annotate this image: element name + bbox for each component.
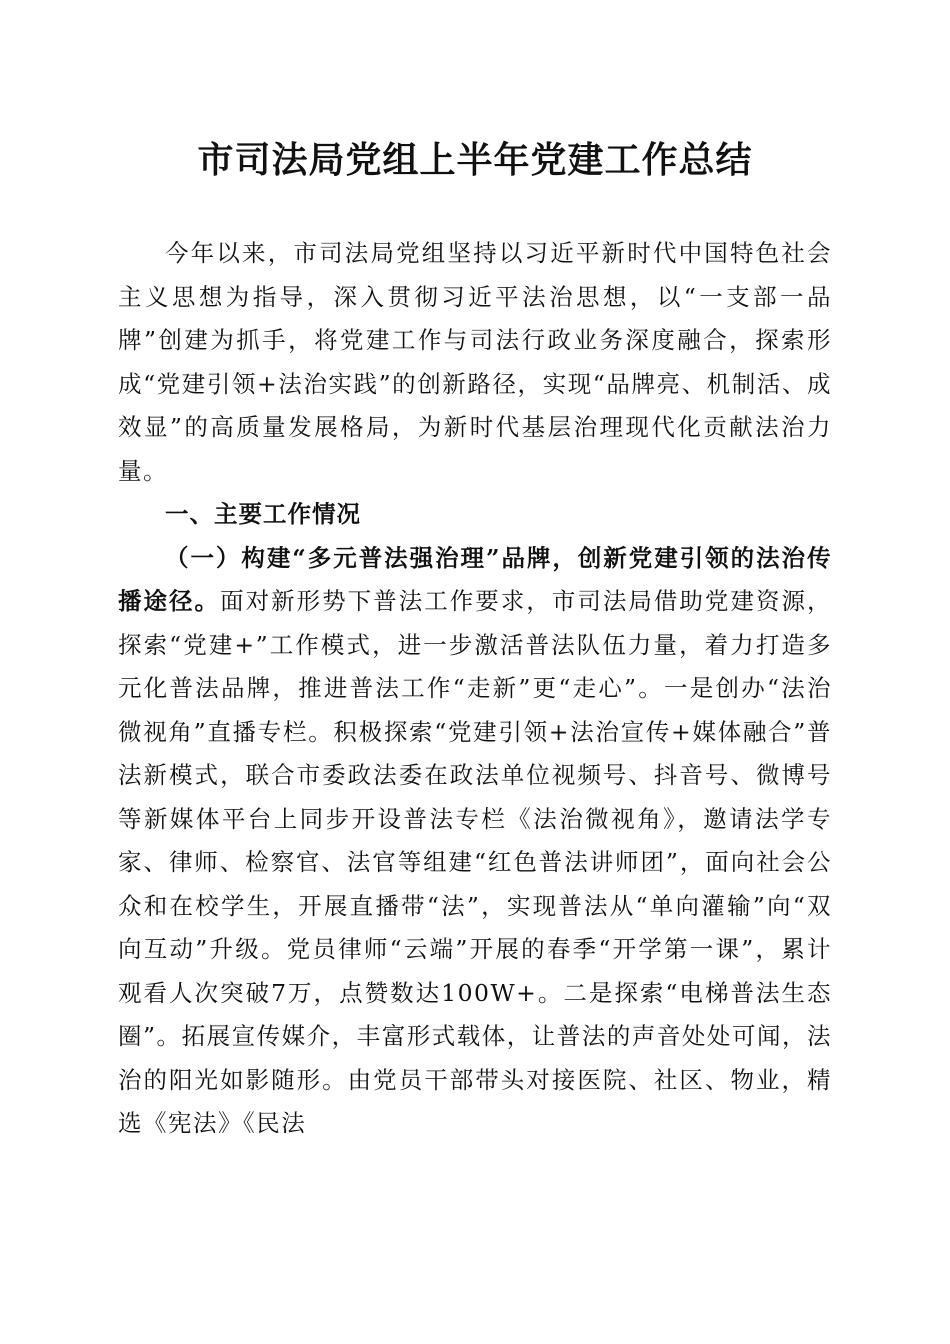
document-body <box>118 232 832 1146</box>
intro-paragraph: 今年以来，市司法局党组坚持以习近平新时代中国特色社会主义思想为指导，深入贯彻习近平法治思想，以“一支部一品牌”创建为抓手，将党建工作与司法行政业务深度融合，探索形成“党建引领+法治实践”的创新路径，实现“品牌亮、机制活、成效显”的高质量发展格局，为新时代基层治理现代化贡献法治力量。 <box>118 239 832 485</box>
subsection-body: 面对新形势下普法工作要求，市司法局借助党建资源，探索“党建+”工作模式，进一步激活普法队伍力量，着力打造多元化普法品牌，推进普法工作“走新”更“走心”。一是创办“法治微视角”直播专栏。积极探索“党建引领+法治宣传+媒体融合”普法新模式，联合市委政法委在政法单位视频号、抖音号、微博号等新媒体平台上同步开设普法专栏《法治微视角》，邀请法学专家、律师、检察官、法官等组建“红色普法讲师团”，面向社会公众和在校学生，开展直播带“法”，实现普法从“单向灌输”向“双向互动”升级。党员律师“云端”开展的春季“开学第一课”，累计观看人次突破7万，点赞数达100W+。二是探索“电梯普法生态圈”。拓展宣传媒介，丰富形式载体，让普法的声音处处可闻，法治的阳光如影随形。由党员干部带头对接医院、社区、物业，精选《宪法》《民法 <box>118 587 833 1137</box>
subsection-heading: （一）构建“多元普法强治理”品牌，创新党建引领的法治传播途径。 <box>118 543 832 615</box>
section-heading: 一、主要工作情况 <box>165 500 361 528</box>
document-title: 市司法局党组上半年党建工作总结 <box>197 139 753 181</box>
subsection-paragraph <box>118 537 832 1146</box>
